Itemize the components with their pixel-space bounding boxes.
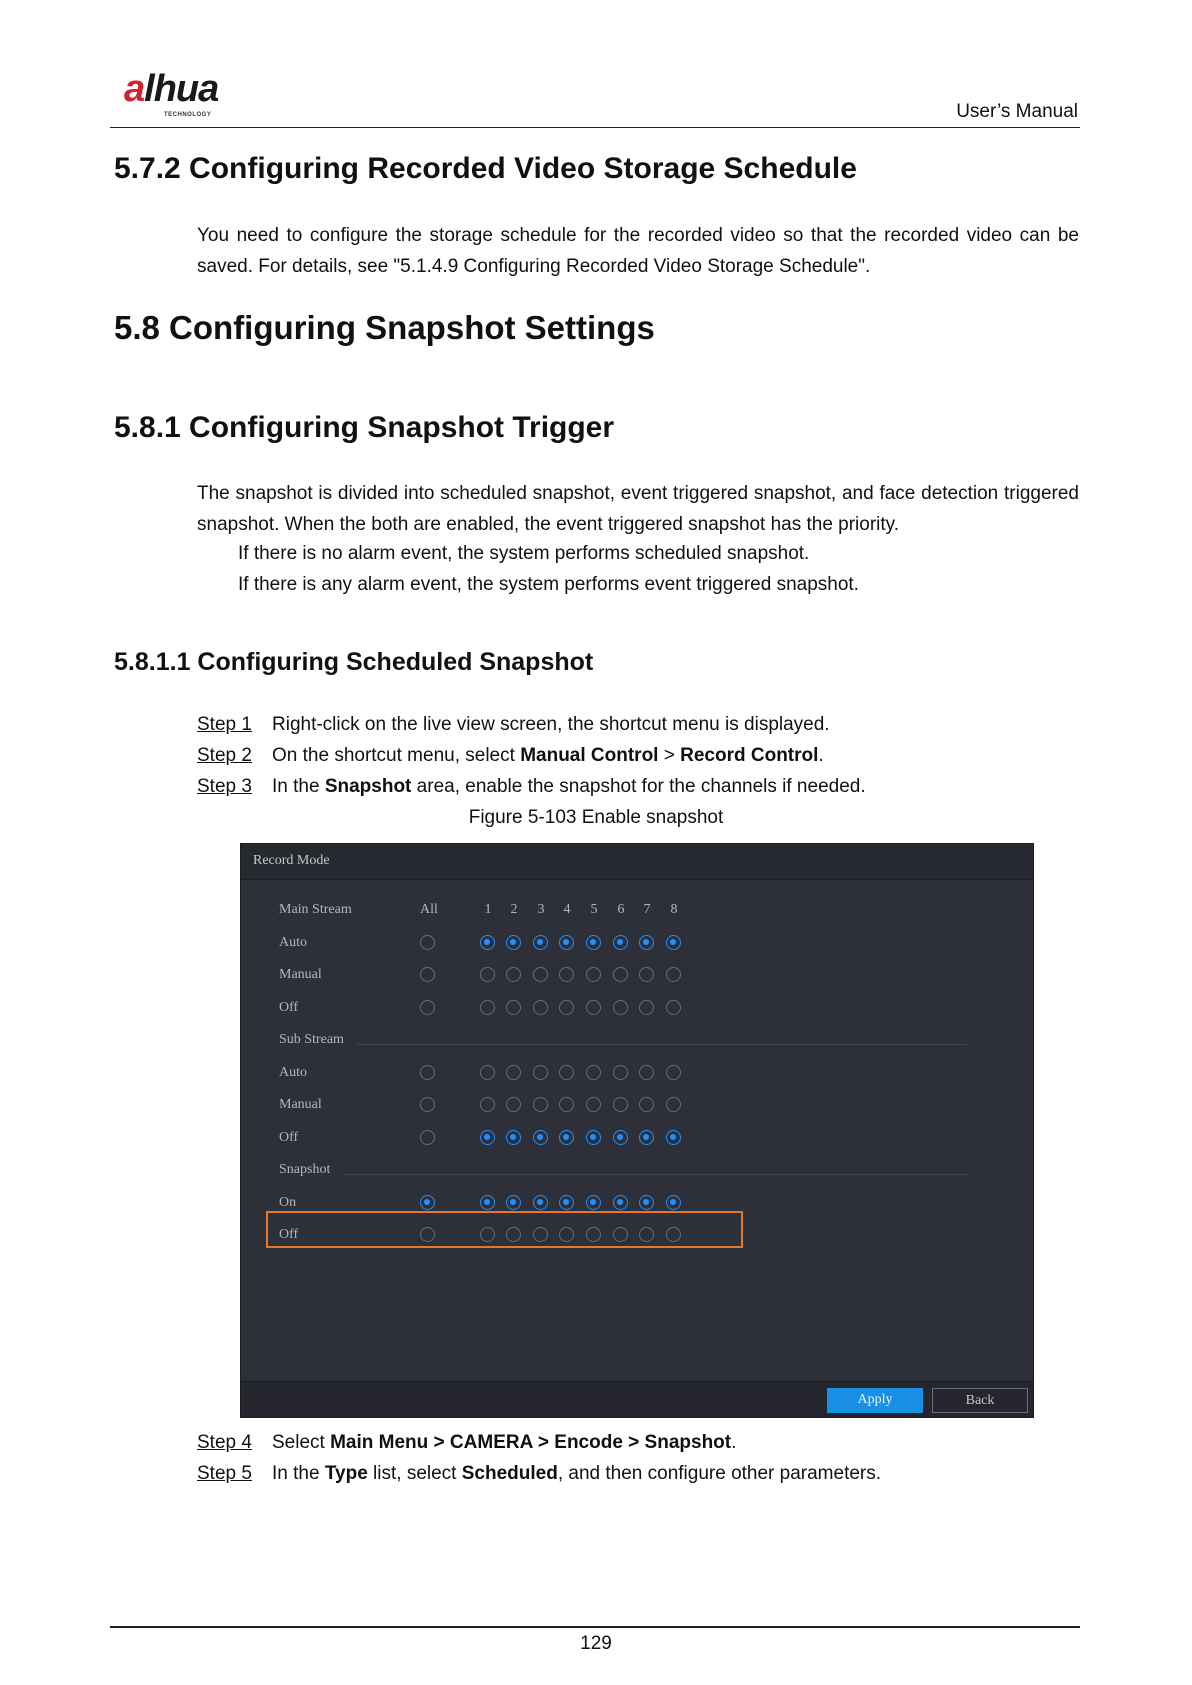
step-1 (197, 714, 830, 736)
step-ui-term: > (622, 1432, 645, 1453)
radio-channel-8-selected[interactable] (666, 1130, 681, 1145)
column-all: All (420, 902, 438, 917)
column-channel-5: 5 (590, 902, 598, 917)
step-label: Step 1 (197, 714, 252, 735)
group-label-snapshot: Snapshot (279, 1162, 331, 1177)
step-text: list, select (367, 1463, 462, 1484)
radio-all-unselected[interactable] (420, 1065, 435, 1080)
radio-channel-3-selected[interactable] (533, 1195, 548, 1210)
radio-channel-6-selected[interactable] (613, 935, 628, 950)
radio-channel-2-unselected[interactable] (506, 1000, 521, 1015)
window-title: Record Mode (253, 853, 330, 868)
step-label: Step 3 (197, 776, 252, 797)
step-label: Step 4 (197, 1432, 252, 1453)
radio-all-unselected[interactable] (420, 967, 435, 982)
step-ui-term: > (428, 1432, 450, 1453)
radio-channel-7-selected[interactable] (639, 1130, 654, 1145)
paragraph-storage-schedule: You need to configure the storage schedule for the recorded video so that the recorded video can be saved. For details, see "5.1.4.9 Configuring Recorded Video Storage Schedule". (197, 225, 1079, 277)
step-text: On the shortcut menu, select (272, 745, 521, 766)
radio-channel-7-unselected[interactable] (639, 1000, 654, 1015)
step-ui-term: Main Menu (330, 1432, 429, 1453)
step-ui-term: Manual Control (520, 745, 659, 766)
radio-channel-2-unselected[interactable] (506, 967, 521, 982)
section-divider (343, 1174, 967, 1175)
paragraph-snapshot-trigger: The snapshot is divided into scheduled snapshot, event triggered snapshot, and face detection triggered snapshot. When the both are enabled, the event triggered snapshot has the priority. (197, 483, 1079, 535)
radio-channel-3-unselected[interactable] (533, 1227, 548, 1242)
radio-channel-7-unselected[interactable] (639, 1097, 654, 1112)
radio-channel-7-selected[interactable] (639, 1195, 654, 1210)
bullet-alarm: If there is any alarm event, the system performs event triggered snapshot. (238, 574, 859, 595)
radio-channel-4-selected[interactable] (559, 1195, 574, 1210)
step-ui-term: Record Control (680, 745, 819, 766)
step-text: . (731, 1432, 737, 1453)
step-ui-term: Encode (554, 1432, 623, 1453)
step-ui-term: Type (324, 1463, 368, 1484)
radio-channel-3-unselected[interactable] (533, 967, 548, 982)
radio-channel-6-unselected[interactable] (613, 1097, 628, 1112)
step-text: > (658, 745, 681, 766)
step-label: Step 5 (197, 1463, 252, 1484)
radio-channel-7-selected[interactable] (639, 935, 654, 950)
radio-channel-8-unselected[interactable] (666, 1065, 681, 1080)
column-channel-4: 4 (563, 902, 571, 917)
radio-channel-8-selected[interactable] (666, 935, 681, 950)
radio-channel-8-selected[interactable] (666, 1195, 681, 1210)
radio-all-unselected[interactable] (420, 1000, 435, 1015)
radio-channel-1-unselected[interactable] (480, 1065, 495, 1080)
radio-channel-7-unselected[interactable] (639, 1065, 654, 1080)
footer-rule (110, 1626, 1080, 1628)
radio-channel-8-unselected[interactable] (666, 1000, 681, 1015)
column-channel-2: 2 (510, 902, 518, 917)
radio-channel-6-unselected[interactable] (613, 1000, 628, 1015)
column-channel-1: 1 (484, 902, 492, 917)
page-header (110, 68, 1080, 128)
row-label: Auto (279, 1064, 307, 1080)
radio-channel-5-selected[interactable] (586, 1130, 601, 1145)
radio-channel-5-unselected[interactable] (586, 967, 601, 982)
heading-5-8-1-1: 5.8.1.1 Configuring Scheduled Snapshot (114, 648, 594, 676)
bullet-no-alarm: If there is no alarm event, the system performs scheduled snapshot. (238, 543, 810, 564)
radio-channel-2-selected[interactable] (506, 1130, 521, 1145)
column-channel-6: 6 (617, 902, 625, 917)
back-button[interactable]: Back (932, 1388, 1028, 1413)
logo-subtext: TECHNOLOGY (164, 112, 212, 118)
heading-5-8: 5.8 Configuring Snapshot Settings (114, 309, 655, 346)
radio-channel-3-selected[interactable] (533, 935, 548, 950)
radio-channel-6-selected[interactable] (613, 1130, 628, 1145)
radio-channel-8-unselected[interactable] (666, 967, 681, 982)
radio-channel-7-unselected[interactable] (639, 967, 654, 982)
record-mode-window (240, 843, 1034, 1418)
logo-wordmark: alhua (124, 68, 219, 110)
radio-channel-6-selected[interactable] (613, 1195, 628, 1210)
dahua-logo (124, 68, 264, 120)
heading-5-8-1: 5.8.1 Configuring Snapshot Trigger (114, 411, 615, 444)
step-text: Select (272, 1432, 331, 1453)
heading-5-7-2: 5.7.2 Configuring Recorded Video Storage Schedule (114, 152, 857, 185)
radio-channel-2-unselected[interactable] (506, 1065, 521, 1080)
radio-channel-7-unselected[interactable] (639, 1227, 654, 1242)
step-3 (197, 776, 866, 798)
page-number: 129 (580, 1633, 612, 1654)
radio-channel-1-selected[interactable] (480, 935, 495, 950)
radio-channel-4-unselected[interactable] (559, 967, 574, 982)
step-ui-term: > (532, 1432, 555, 1453)
radio-channel-4-selected[interactable] (559, 1130, 574, 1145)
row-label: Manual (279, 967, 322, 982)
radio-channel-8-unselected[interactable] (666, 1097, 681, 1112)
radio-channel-2-selected[interactable] (506, 1195, 521, 1210)
manual-title: User’s Manual (956, 101, 1078, 122)
step-ui-term: Scheduled (461, 1463, 558, 1484)
row-label: Manual (279, 1097, 322, 1112)
radio-channel-5-unselected[interactable] (586, 1227, 601, 1242)
radio-all-unselected[interactable] (420, 1227, 435, 1242)
radio-channel-3-unselected[interactable] (533, 1097, 548, 1112)
step-text: Right-click on the live view screen, the shortcut menu is displayed. (272, 714, 830, 735)
column-channel-8: 8 (670, 902, 678, 917)
radio-channel-6-unselected[interactable] (613, 967, 628, 982)
step-text: . (818, 745, 824, 766)
radio-all-selected[interactable] (420, 1195, 435, 1210)
radio-channel-1-unselected[interactable] (480, 967, 495, 982)
step-text: area, enable the snapshot for the channels if needed. (411, 776, 866, 797)
row-label: On (279, 1194, 297, 1210)
step-5 (197, 1463, 881, 1485)
step-label: Step 2 (197, 745, 252, 766)
step-ui-term: CAMERA (449, 1432, 533, 1453)
window-title-bar (241, 844, 1033, 880)
column-channel-3: 3 (537, 902, 545, 917)
step-2 (197, 745, 824, 767)
radio-channel-8-unselected[interactable] (666, 1227, 681, 1242)
radio-channel-5-selected[interactable] (586, 935, 601, 950)
radio-channel-2-unselected[interactable] (506, 1097, 521, 1112)
step-text: , and then configure other parameters. (557, 1463, 882, 1484)
radio-channel-5-unselected[interactable] (586, 1065, 601, 1080)
apply-button[interactable]: Apply (827, 1388, 923, 1413)
figure-caption: Figure 5-103 Enable snapshot (468, 807, 724, 828)
radio-all-unselected[interactable] (420, 1097, 435, 1112)
radio-channel-1-unselected[interactable] (480, 1000, 495, 1015)
step-text: In the (272, 776, 325, 797)
radio-channel-2-selected[interactable] (506, 935, 521, 950)
row-label: Off (279, 1129, 299, 1145)
row-label: Off (279, 999, 299, 1015)
radio-channel-4-selected[interactable] (559, 935, 574, 950)
radio-channel-4-unselected[interactable] (559, 1065, 574, 1080)
radio-channel-1-selected[interactable] (480, 1130, 495, 1145)
row-label: Off (279, 1227, 299, 1242)
step-ui-term: Snapshot (324, 776, 412, 797)
window-footer (241, 1381, 1033, 1417)
radio-all-unselected[interactable] (420, 1130, 435, 1145)
radio-channel-6-unselected[interactable] (613, 1227, 628, 1242)
radio-channel-6-unselected[interactable] (613, 1065, 628, 1080)
step-ui-term: Snapshot (644, 1432, 732, 1453)
section-divider (357, 1044, 967, 1045)
radio-channel-4-unselected[interactable] (559, 1227, 574, 1242)
radio-channel-5-unselected[interactable] (586, 1097, 601, 1112)
radio-channel-1-unselected[interactable] (480, 1227, 495, 1242)
radio-channel-5-unselected[interactable] (586, 1000, 601, 1015)
radio-channel-3-unselected[interactable] (533, 1000, 548, 1015)
radio-all-unselected[interactable] (420, 935, 435, 950)
radio-channel-3-unselected[interactable] (533, 1065, 548, 1080)
radio-channel-3-selected[interactable] (533, 1130, 548, 1145)
column-channel-7: 7 (643, 902, 651, 917)
step-text: In the (272, 1463, 325, 1484)
radio-channel-1-unselected[interactable] (480, 1097, 495, 1112)
row-label: Auto (279, 934, 307, 950)
group-label-sub-stream: Sub Stream (279, 1032, 344, 1047)
radio-channel-4-unselected[interactable] (559, 1097, 574, 1112)
radio-channel-4-unselected[interactable] (559, 1000, 574, 1015)
radio-channel-5-selected[interactable] (586, 1195, 601, 1210)
radio-channel-2-unselected[interactable] (506, 1227, 521, 1242)
step-4 (197, 1432, 736, 1454)
group-label-main-stream: Main Stream (279, 902, 352, 917)
radio-channel-1-selected[interactable] (480, 1195, 495, 1210)
